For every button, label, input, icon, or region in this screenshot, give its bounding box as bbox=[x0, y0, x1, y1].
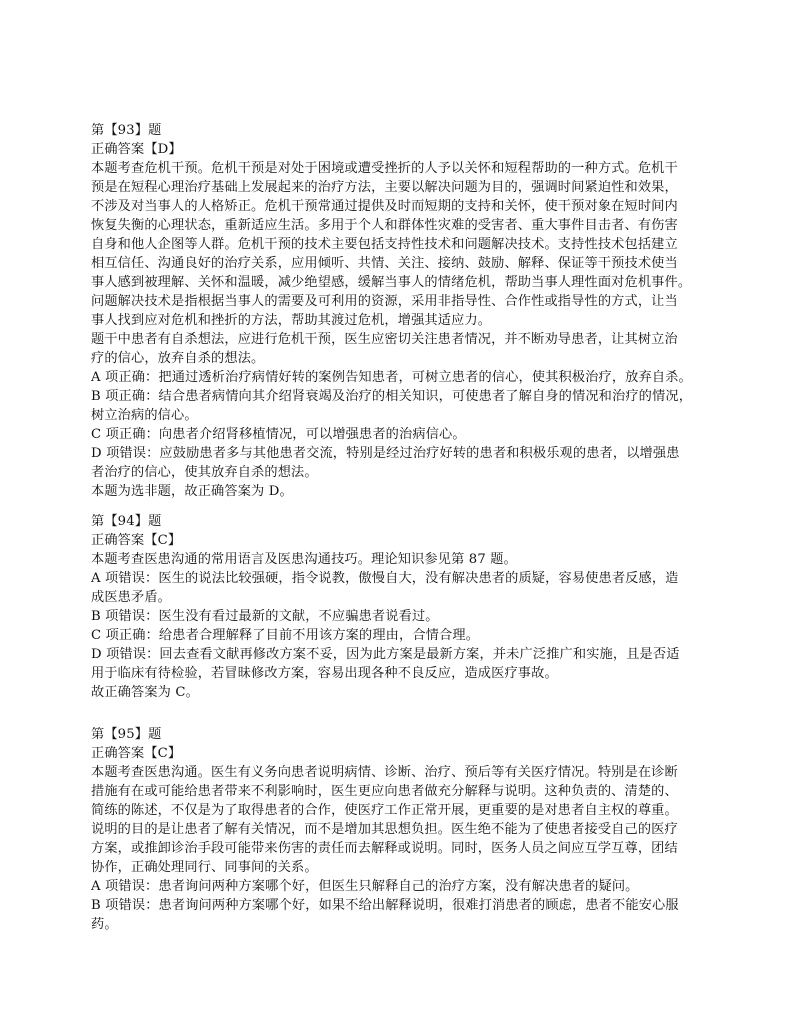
option-b-line: B 项正确：结合患者病情向其介绍肾衰竭及治疗的相关知识，可使患者了解自身的情况和治疗的情况， bbox=[91, 389, 693, 404]
option-b-line: 药。 bbox=[91, 917, 118, 932]
explanation-line: 本题考查医患沟通。医生有义务向患者说明病情、诊断、治疗、预后等有关医疗情况。特别是在诊断 bbox=[91, 765, 678, 780]
explanation-line: 问题解决技术是指根据当事人的需要及可利用的资源，采用非指导性、合作性或指导性的方式，让当 bbox=[91, 294, 678, 309]
option-c-line: C 项正确：给患者合理解释了目前不用该方案的理由，合情合理。 bbox=[91, 628, 480, 643]
explanation-line: 方案，或推卸诊治手段可能带来伤害的责任而去解释或说明。同时，医务人员之间应互学互尊，团结 bbox=[91, 841, 678, 856]
explanation-line: 简练的陈述，不仅是为了取得患者的合作，使医疗工作正常开展，更重要的是对患者自主权的尊重。 bbox=[91, 803, 678, 818]
option-d-line: D 项错误：回去查看文献再修改方案不妥，因为此方案是最新方案，并未广泛推广和实施，且是否适 bbox=[91, 647, 680, 662]
conclusion-line: 本题为选非题，故正确答案为 D。 bbox=[91, 484, 293, 499]
explanation-line: 不涉及对当事人的人格矫正。危机干预常通过提供及时而短期的支持和关怀，使干预对象在短时间内 bbox=[91, 199, 678, 214]
question-95 bbox=[91, 725, 716, 934]
option-a-line: A 项错误：患者询问两种方案哪个好，但医生只解释自己的治疗方案，没有解决患者的疑问。 bbox=[91, 879, 639, 894]
question-94 bbox=[91, 512, 716, 702]
option-c-line: C 项正确：向患者介绍肾移植情况，可以增强患者的治病信心。 bbox=[91, 427, 466, 442]
explanation-line: 说明的目的是让患者了解有关情况，而不是增加其思想负担。医生绝不能为了使患者接受自己的医疗 bbox=[91, 822, 678, 837]
option-d-line: 者治疗的信心，使其放弃自杀的想法。 bbox=[91, 465, 318, 480]
explanation-line: 题干中患者有自杀想法，应进行危机干预，医生应密切关注患者情况，并不断劝导患者，让其树立治 bbox=[91, 332, 678, 347]
question-93 bbox=[91, 121, 716, 501]
explanation-line: 预是在短程心理治疗基础上发展起来的治疗方法，主要以解决问题为目的，强调时间紧迫性和效果， bbox=[91, 180, 678, 195]
option-b-line: B 项错误：患者询问两种方案哪个好，如果不给出解释说明，很难打消患者的顾虑，患者不能安心服 bbox=[91, 898, 679, 913]
explanation-line: 自身和他人企图等人群。危机干预的技术主要包括支持性技术和问题解决技术。支持性技术包括建立 bbox=[91, 237, 678, 252]
explanation-line: 事人找到应对危机和挫折的方法，帮助其渡过危机，增强其适应力。 bbox=[91, 313, 492, 328]
explanation-line: 恢复失衡的心理状态，重新适应生活。多用于个人和群体性灾难的受害者、重大事件目击者、有伤害 bbox=[91, 218, 678, 233]
explanation-line: 本题考查危机干预。危机干预是对处于困境或遭受挫折的人予以关怀和短程帮助的一种方式。危机干 bbox=[91, 161, 678, 176]
option-b-line: B 项错误：医生没有看过最新的文献，不应骗患者说看过。 bbox=[91, 609, 439, 624]
explanation-line: 相互信任、沟通良好的治疗关系，应用倾听、共情、关注、接纳、鼓励、解释、保证等干预技术使当 bbox=[91, 256, 678, 271]
option-d-line: 用于临床有待检验，若冒昧修改方案，容易出现各种不良反应，造成医疗事故。 bbox=[91, 666, 558, 681]
option-a-line: 成医患矛盾。 bbox=[91, 590, 172, 605]
explanation-line: 事人感到被理解、关怀和温暖，减少绝望感，缓解当事人的情绪危机，帮助当事人理性面对危机事件。 bbox=[91, 275, 692, 290]
explanation-line: 措施有在或可能给患者带来不利影响时，医生更应向患者做充分解释与说明。这种负责的、清楚的、 bbox=[91, 784, 678, 799]
explanation-line: 协作，正确处理同行、同事间的关系。 bbox=[91, 860, 318, 875]
correct-answer: 正确答案【C】 bbox=[91, 533, 182, 548]
option-a-line: A 项错误：医生的说法比较强硬，指令说教，傲慢自大，没有解决患者的质疑，容易使患者反感，造 bbox=[91, 571, 679, 586]
conclusion-line: 故正确答案为 C。 bbox=[91, 685, 199, 700]
explanation-line: 疗的信心，放弃自杀的想法。 bbox=[91, 351, 265, 366]
correct-answer: 正确答案【C】 bbox=[91, 746, 182, 761]
option-b-line: 树立治病的信心。 bbox=[91, 408, 198, 423]
question-title: 第【94】题 bbox=[91, 514, 162, 529]
question-title: 第【95】题 bbox=[91, 727, 162, 742]
question-title: 第【93】题 bbox=[91, 123, 162, 138]
explanation-line: 本题考查医患沟通的常用语言及医患沟通技巧。理论知识参见第 87 题。 bbox=[91, 552, 517, 567]
option-a-line: A 项正确：把通过透析治疗病情好转的案例告知患者，可树立患者的信心，使其积极治疗，放弃自杀。 bbox=[91, 370, 692, 385]
correct-answer: 正确答案【D】 bbox=[91, 142, 182, 157]
option-d-line: D 项错误：应鼓励患者多与其他患者交流，特别是经过治疗好转的患者和积极乐观的患者，以增强患 bbox=[91, 446, 680, 461]
